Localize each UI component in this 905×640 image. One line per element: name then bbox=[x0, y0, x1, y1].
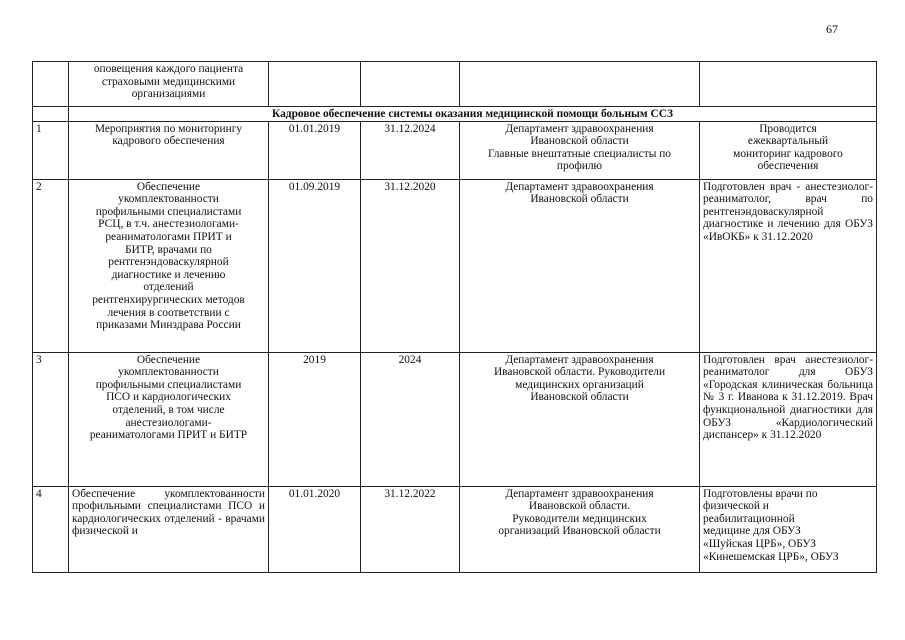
cell-end bbox=[361, 62, 460, 107]
cell-result: Подготовлен врач анестезиолог-реаниматолог для ОБУЗ «Городская клиническая больница № 3 г. Иванова к 31.12.2019. Врач функциональной диагностики для ОБУЗ «Кардиологический диспансер» к 31.12.2020 bbox=[700, 352, 877, 486]
section-header-spacer bbox=[33, 107, 69, 122]
cell-start: 2019 bbox=[269, 352, 361, 486]
cell-number: 4 bbox=[33, 486, 69, 572]
table-row bbox=[33, 121, 877, 179]
cell-start: 01.09.2019 bbox=[269, 179, 361, 352]
cell-event: Обеспечение укомплектованности профильными специалистами ПСО и кардиологических отделений - врачами физической и bbox=[69, 486, 269, 572]
cell-executor: Департамент здравоохранения Ивановской области. Руководители медицинских организаций Ивановской области bbox=[460, 352, 700, 486]
cell-number: 1 bbox=[33, 121, 69, 179]
cell-executor bbox=[460, 62, 700, 107]
cell-end: 2024 bbox=[361, 352, 460, 486]
measures-table bbox=[32, 61, 877, 573]
cell-executor: Департамент здравоохранения Ивановской области. Руководители медицинских организаций Ивановской области bbox=[460, 486, 700, 572]
cell-result bbox=[700, 62, 877, 107]
cell-executor: Департамент здравоохранения Ивановской области bbox=[460, 179, 700, 352]
table-row-continuation bbox=[33, 62, 877, 107]
table-row bbox=[33, 486, 877, 572]
section-header-row bbox=[33, 107, 877, 122]
cell-start: 01.01.2019 bbox=[269, 121, 361, 179]
cell-result: Проводится ежеквартальный мониторинг кадрового обеспечения bbox=[700, 121, 877, 179]
cell-event: оповещения каждого пациента страховыми медицинскими организациями bbox=[69, 62, 269, 107]
cell-end: 31.12.2020 bbox=[361, 179, 460, 352]
cell-number: 3 bbox=[33, 352, 69, 486]
cell-result: Подготовлен врач - анестезиолог-реаниматолог, врач по рентгенэндоваскулярной диагностике и лечению для ОБУЗ «ИвОКБ» к 31.12.2020 bbox=[700, 179, 877, 352]
page-number: 67 bbox=[826, 22, 838, 36]
cell-event: Мероприятия по мониторингу кадрового обеспечения bbox=[69, 121, 269, 179]
cell-event: Обеспечение укомплектованности профильными специалистами ПСО и кардиологических отделений, в том числе анестезиологами- реаниматологами ПРИТ и БИТР bbox=[69, 352, 269, 486]
table-row bbox=[33, 352, 877, 486]
cell-end: 31.12.2024 bbox=[361, 121, 460, 179]
cell-number: 2 bbox=[33, 179, 69, 352]
cell-executor: Департамент здравоохранения Ивановской области Главные внештатные специалисты по профилю bbox=[460, 121, 700, 179]
cell-number bbox=[33, 62, 69, 107]
cell-result: Подготовлены врачи по физической и реабилитационной медицине для ОБУЗ «Шуйская ЦРБ», ОБУЗ «Кинешемская ЦРБ», ОБУЗ bbox=[700, 486, 877, 572]
cell-end: 31.12.2022 bbox=[361, 486, 460, 572]
cell-start: 01.01.2020 bbox=[269, 486, 361, 572]
table-row bbox=[33, 179, 877, 352]
cell-start bbox=[269, 62, 361, 107]
section-title: Кадровое обеспечение системы оказания медицинской помощи больным ССЗ bbox=[69, 107, 877, 122]
cell-event: Обеспечение укомплектованности профильными специалистами РСЦ, в т.ч. анестезиологами- реаниматологами ПРИТ и БИТР, врачами по рентгенэндоваскулярной диагностике и лечению отделений рентгенхирургических методов лечения в соответствии с приказами Минздрава России bbox=[69, 179, 269, 352]
